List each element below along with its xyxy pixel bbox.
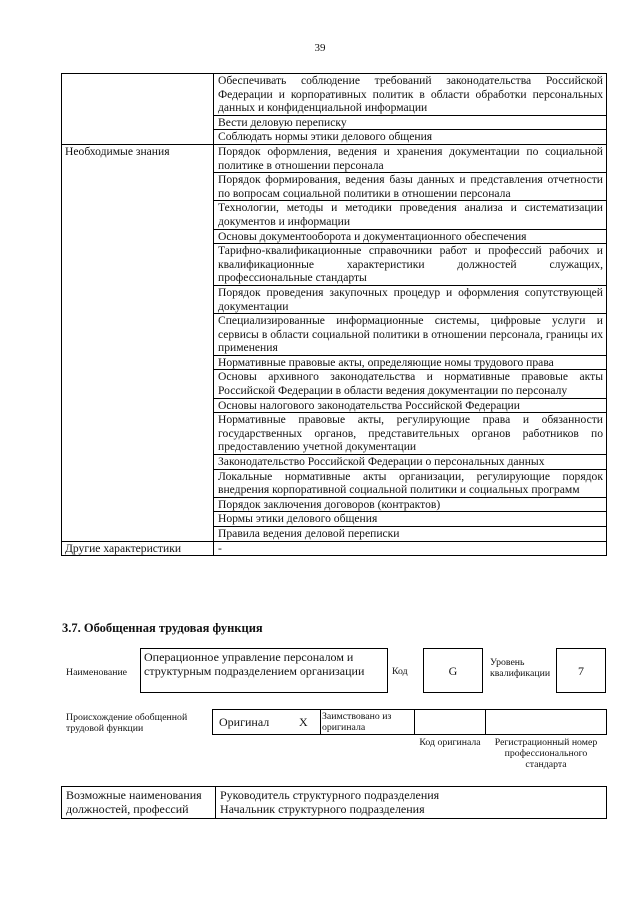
row-text: Нормативные правовые акты, определяющие номы трудового права [214, 355, 607, 370]
table-row [62, 115, 607, 130]
reg-number-label: Регистрационный номер профессионального стандарта [494, 737, 598, 770]
row-text: Законодательство Российской Федерации о персональных данных [214, 455, 607, 470]
borrowed-box [320, 709, 415, 735]
positions-label: Возможные наименования должностей, профессий [62, 787, 216, 819]
table-row [62, 173, 607, 201]
row-label [62, 173, 214, 201]
table-row [62, 469, 607, 497]
row-text: Порядок формирования, ведения базы данных и представления отчетности по вопросам социальной политики в отношении персонала [214, 173, 607, 201]
level-value-box [556, 648, 606, 693]
row-label [62, 314, 214, 356]
row-text: Основы документооборота и документационного обеспечения [214, 229, 607, 244]
position-item: Начальник структурного подразделения [220, 802, 425, 817]
row-text: Основы архивного законодательства и нормативные правовые акты Российской Федерации в области ведения документации по персоналу [214, 370, 607, 398]
row-label [62, 201, 214, 229]
table-row [62, 229, 607, 244]
section-heading: 3.7. Обобщенная трудовая функция [62, 621, 263, 635]
level-value: 7 [578, 664, 584, 678]
code-original-box [414, 709, 486, 735]
row-text: Вести деловую переписку [214, 115, 607, 130]
table-row [62, 144, 607, 172]
row-text: Локальные нормативные акты организации, регулирующие порядок внедрения корпоративной социальной политики и социальных программ [214, 469, 607, 497]
code-value-box [423, 648, 483, 693]
position-item: Руководитель структурного подразделения [220, 788, 440, 802]
row-label [62, 285, 214, 313]
borrowed-label: Заимствовано из оригинала [322, 711, 392, 733]
row-text: Нормы этики делового общения [214, 512, 607, 527]
table-row [62, 244, 607, 286]
row-label: Необходимые знания [62, 144, 214, 172]
row-text: Порядок заключения договоров (контрактов) [214, 497, 607, 512]
table-row [62, 527, 607, 542]
row-label [62, 355, 214, 370]
table-row [62, 130, 607, 145]
table-row [62, 355, 607, 370]
name-value-box [140, 648, 388, 693]
row-label: Другие характеристики [62, 541, 214, 556]
row-label [62, 229, 214, 244]
row-text: - [214, 541, 607, 556]
original-mark: X [299, 715, 308, 729]
level-label: Уровень квалификации [490, 657, 551, 679]
table-row [62, 285, 607, 313]
page-number: 39 [314, 42, 326, 54]
code-value: G [448, 664, 458, 678]
code-original-label: Код оригинала [419, 737, 481, 748]
table-row [62, 455, 607, 470]
row-text: Основы налогового законодательства Российской Федерации [214, 398, 607, 413]
name-label: Наименование [66, 667, 128, 678]
name-value: Операционное управление персоналом и структурным подразделением организации [144, 650, 365, 678]
table-row [62, 201, 607, 229]
row-text: Технологии, методы и методики проведения анализа и систематизации документов и информации [214, 201, 607, 229]
row-label [62, 455, 214, 470]
row-text: Специализированные информационные системы, цифровые услуги и сервисы в области социальной политики в отношении персонала, границы их применения [214, 314, 607, 356]
code-label: Код [392, 666, 408, 677]
row-text: Правила ведения деловой переписки [214, 527, 607, 542]
table-row [62, 541, 607, 556]
row-text: Порядок проведения закупочных процедур и оформления сопутствующей документации [214, 285, 607, 313]
row-label [62, 527, 214, 542]
row-label [62, 497, 214, 512]
table-row [62, 413, 607, 455]
row-label [62, 469, 214, 497]
positions-list [216, 787, 607, 819]
table-row [62, 314, 607, 356]
original-box [212, 709, 321, 735]
row-text: Порядок оформления, ведения и хранения документации по социальной политике в отношении персонала [214, 144, 607, 172]
row-label [62, 413, 214, 455]
positions-table [61, 786, 607, 819]
row-label [62, 115, 214, 130]
row-label [62, 130, 214, 145]
row-label [62, 512, 214, 527]
row-label [62, 370, 214, 398]
table-row [62, 512, 607, 527]
table-row [62, 74, 607, 116]
row-label [62, 398, 214, 413]
original-label: Оригинал [219, 715, 270, 729]
row-label [62, 244, 214, 286]
row-text: Нормативные правовые акты, регулирующие права и обязанности государственных органов, представительных органов работников по предоставлению учетной документации [214, 413, 607, 455]
row-text: Тарифно-квалификационные справочники работ и профессий рабочих и квалификационные характеристики должностей служащих, профессиональные стандарты [214, 244, 607, 286]
row-text: Обеспечивать соблюдение требований законодательства Российской Федерации и корпоративных политик в области обработки персональных данных и конфиденциальной информации [214, 74, 607, 116]
row-label [62, 74, 214, 116]
table-row [62, 370, 607, 398]
row-text: Соблюдать нормы этики делового общения [214, 130, 607, 145]
knowledge-table [61, 73, 607, 556]
reg-number-box [485, 709, 607, 735]
table-row [62, 398, 607, 413]
table-row [62, 497, 607, 512]
origin-label: Происхождение обобщенной трудовой функции [66, 712, 188, 734]
